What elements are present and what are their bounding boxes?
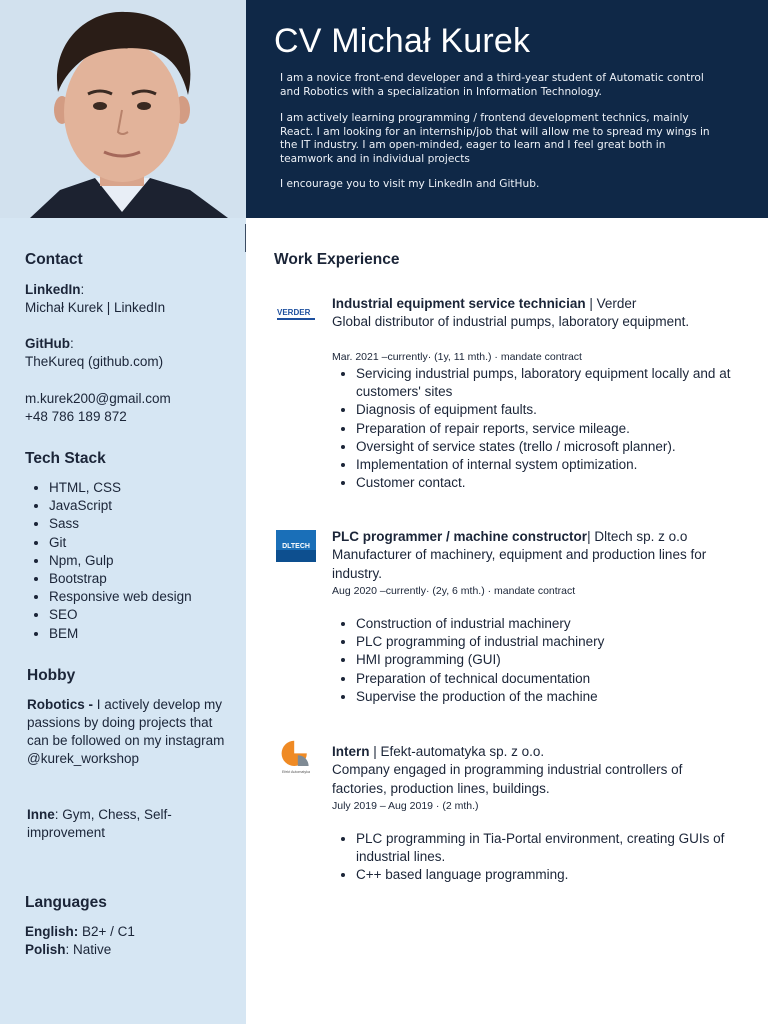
job-meta: Mar. 2021 –currently· (1y, 11 mth.) · mandate contract — [332, 351, 582, 363]
tech-stack-list — [25, 479, 192, 643]
intro-paragraph-3: I encourage you to visit my LinkedIn and GitHub. — [280, 178, 540, 190]
english-label: English: — [25, 924, 79, 939]
polish-value: : Native — [65, 942, 112, 957]
job-meta: July 2019 – Aug 2019 · (2 mth.) — [332, 800, 479, 812]
sidebar — [0, 218, 246, 1024]
github-block: GitHub: TheKureq (github.com) — [25, 336, 164, 369]
header-banner — [246, 0, 768, 218]
job-entry-efekt — [274, 743, 744, 893]
duty-item: • Implementation of internal system optimization. — [356, 456, 746, 474]
robotics-label: Robotics - — [27, 697, 93, 712]
email-text[interactable]: m.kurek200@gmail.com — [25, 391, 171, 406]
english-value: B2+ / C1 — [78, 924, 135, 939]
linkedin-label: LinkedIn — [25, 282, 81, 297]
dltech-logo — [276, 528, 316, 564]
duty-item: • PLC programming in Tia-Portal environment, creating GUIs of industrial lines. — [356, 830, 746, 866]
duty-item: • Customer contact. — [356, 474, 746, 492]
duty-item: • Servicing industrial pumps, laboratory equipment locally and at customers' sites — [356, 365, 746, 401]
tech-item: • JavaScript — [49, 497, 192, 515]
verder-logo — [276, 297, 316, 333]
inne-label: Inne — [27, 807, 55, 822]
language-english — [25, 923, 135, 941]
linkedin-block: LinkedIn: Michał Kurek | LinkedIn — [25, 282, 166, 315]
work-experience-heading: Work Experience — [274, 251, 400, 268]
divider — [245, 224, 246, 252]
job-meta: Aug 2020 –currently· (2y, 6 mth.) · mandate contract — [332, 585, 576, 597]
job-description: Company engaged in programming industrial controllers of factories, production lines, buildings. — [332, 762, 683, 796]
tech-item: • Npm, Gulp — [49, 552, 192, 570]
job-company: | Verder — [585, 296, 637, 311]
job-role: Industrial equipment service technician — [332, 296, 586, 311]
contact-heading: Contact — [25, 251, 83, 268]
duty-item: • Supervise the production of the machine — [356, 688, 746, 706]
job-duties — [332, 365, 746, 492]
tech-item: • Bootstrap — [49, 570, 192, 588]
job-duties — [332, 615, 746, 706]
duty-item: • PLC programming of industrial machinery — [356, 633, 746, 651]
languages-heading: Languages — [25, 894, 107, 911]
hobby-robotics — [27, 696, 227, 768]
duty-item: • C++ based language programming. — [356, 866, 746, 884]
duty-item: • Diagnosis of equipment faults. — [356, 401, 746, 419]
tech-item: • BEM — [49, 625, 192, 643]
job-entry-dltech — [274, 528, 744, 708]
job-title — [332, 528, 687, 546]
job-company: | Efekt-automatyka sp. z o.o. — [369, 744, 545, 759]
tech-item: • Sass — [49, 515, 192, 533]
job-description: Global distributor of industrial pumps, laboratory equipment. — [332, 314, 690, 329]
job-title — [332, 295, 636, 313]
hobby-heading: Hobby — [27, 667, 76, 684]
duty-item: • Preparation of technical documentation — [356, 670, 746, 688]
job-role: PLC programmer / machine constructor — [332, 529, 588, 544]
phone-text[interactable]: +48 786 189 872 — [25, 409, 127, 424]
tech-stack-heading: Tech Stack — [25, 450, 106, 467]
job-entry-verder — [274, 295, 744, 495]
duty-item: • HMI programming (GUI) — [356, 651, 746, 669]
efekt-logo — [276, 739, 316, 775]
inne-text: : Gym, Chess, Self-improvement — [27, 807, 172, 840]
duty-item: • Construction of industrial machinery — [356, 615, 746, 633]
tech-item: • Responsive web design — [49, 588, 192, 606]
intro-paragraph-1: I am a novice front-end developer and a third-year student of Automatic control and Robotics with a specialization in Information Technology. — [280, 72, 704, 98]
github-link[interactable]: TheKureq (github.com) — [25, 354, 164, 369]
linkedin-link[interactable]: Michał Kurek | LinkedIn — [25, 300, 166, 315]
job-role: Intern — [332, 744, 370, 759]
job-company: | Dltech sp. z o.o — [587, 529, 688, 544]
intro-paragraph-2: I am actively learning programming / frontend development technics, mainly React. I am looking for an internship/job that will allow me to spread my wings in the IT industry. I am open-minded, eager to learn and I feel great both in teamwork and in individual projects — [280, 112, 710, 165]
efekt-logo-text: Efekt Automatyka — [282, 770, 310, 775]
job-duties — [332, 830, 746, 885]
job-title — [332, 743, 544, 761]
duty-item: • Oversight of service states (trello / microsoft planner). — [356, 438, 746, 456]
job-description: Manufacturer of machinery, equipment and production lines for industry. — [332, 547, 707, 581]
dltech-logo-text: DLTECH — [282, 543, 310, 550]
github-label: GitHub — [25, 336, 70, 351]
duty-item: • Preparation of repair reports, service mileage. — [356, 420, 746, 438]
cv-title: CV Michał Kurek — [274, 22, 531, 60]
language-polish — [25, 941, 111, 959]
verder-logo-text: VERDER — [277, 308, 311, 317]
tech-item: • Git — [49, 534, 192, 552]
profile-photo — [0, 0, 246, 218]
hobby-other — [27, 806, 177, 842]
tech-item: • SEO — [49, 606, 192, 624]
robotics-text: I actively develop my passions by doing projects that can be followed on my instagram @kurek_workshop — [27, 697, 225, 766]
tech-item: • HTML, CSS — [49, 479, 192, 497]
polish-label: Polish — [25, 942, 66, 957]
